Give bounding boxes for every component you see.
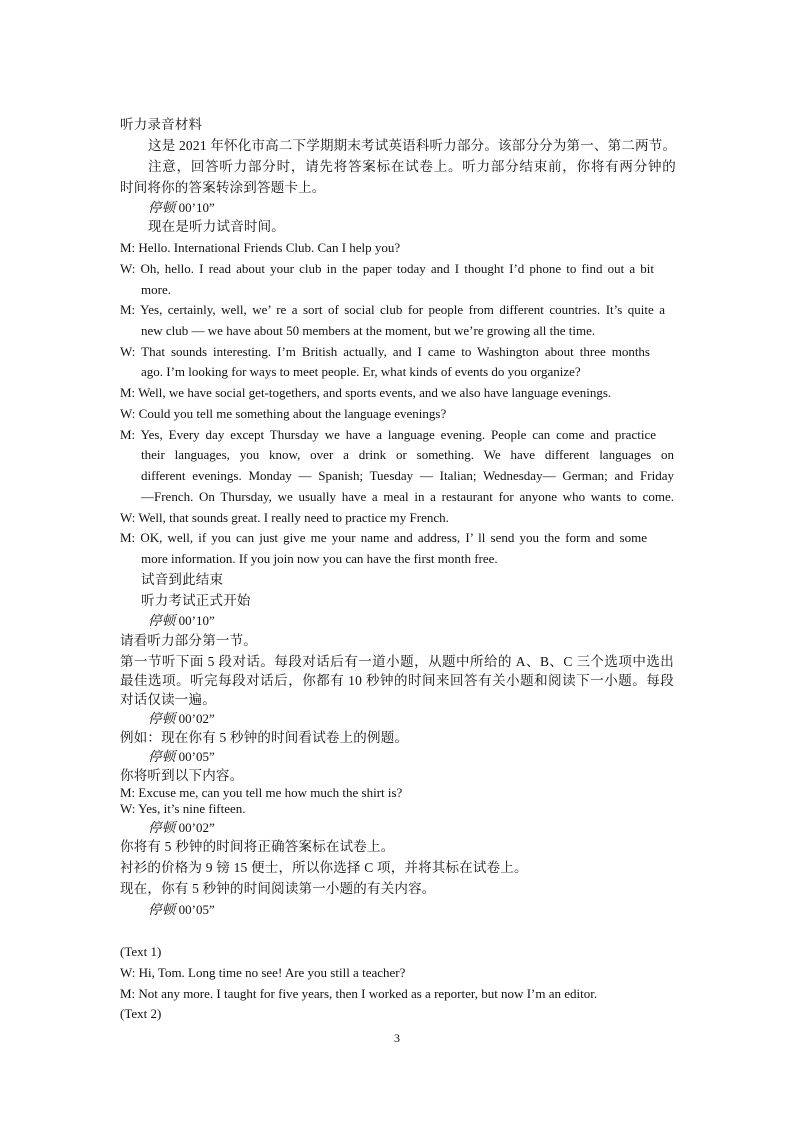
dialogue-line: M: OK, well, if you can just give me your name and address, I’ ll send you the form and some bbox=[120, 530, 647, 545]
example-line: 你将有 5 秒钟的时间将正确答案标在试卷上。 bbox=[120, 839, 395, 854]
dialogue-line: more information. If you join now you can have the first month free. bbox=[141, 551, 498, 566]
intro-line-3: 时间将你的答案转涂到答题卡上。 bbox=[120, 180, 326, 195]
dialogue-line: W: Could you tell me something about the language evenings? bbox=[120, 406, 447, 421]
exam-start: 听力考试正式开始 bbox=[141, 593, 251, 608]
pause-line: 停顿 00’02” bbox=[148, 711, 215, 726]
pause-line: 停顿 00’05” bbox=[148, 902, 215, 917]
example-line: 衬衫的价格为 9 镑 15 便士，所以你选择 C 项，并将其标在试卷上。 bbox=[120, 860, 528, 875]
dialogue-line: different evenings. Monday — Spanish; Tuesday — Italian; Wednesday— German; and Friday bbox=[141, 468, 674, 483]
instruction-line: 第一节听下面 5 段对话。每段对话后有一道小题，从题中所给的 A、B、C 三个选项中选出 bbox=[120, 654, 674, 669]
dialogue-line: M: Yes, Every day except Thursday we have a language evening. People can come and practice bbox=[120, 427, 656, 442]
dialogue-line: M: Yes, certainly, well, we’ re a sort of social club for people from different countries. It’s quite a bbox=[120, 302, 665, 317]
example-line: 现在，你有 5 秒钟的时间阅读第一小题的有关内容。 bbox=[120, 881, 436, 896]
trial-start: 现在是听力试音时间。 bbox=[148, 219, 285, 234]
dialogue-line: ago. I’m looking for ways to meet people. Er, what kinds of events do you organize? bbox=[141, 364, 581, 379]
dialogue-line: —French. On Thursday, we usually have a meal in a restaurant for anyone who wants to come. bbox=[141, 489, 674, 504]
dialogue-line: M: Not any more. I taught for five years, then I worked as a reporter, but now I’m an editor. bbox=[120, 986, 598, 1001]
pause-line: 停顿 00’05” bbox=[148, 749, 215, 764]
doc-title: 听力录音材料 bbox=[120, 117, 203, 132]
pause-line: 停顿 00’10” bbox=[148, 613, 215, 628]
trial-end: 试音到此结束 bbox=[141, 572, 224, 587]
example-line: 例如：现在你有 5 秒钟的时间看试卷上的例题。 bbox=[120, 730, 409, 745]
pause-line: 停顿 00’10” bbox=[148, 200, 215, 215]
text-heading: (Text 2) bbox=[120, 1006, 162, 1021]
dialogue-line: new club — we have about 50 members at the moment, but we’re growing all the time. bbox=[141, 323, 596, 338]
dialogue-line: W: Yes, it’s nine fifteen. bbox=[120, 801, 246, 816]
dialogue-line: M: Well, we have social get-togethers, and sports events, and we also have language evenings. bbox=[120, 385, 612, 400]
dialogue-line: W: Well, that sounds great. I really need to practice my French. bbox=[120, 510, 449, 525]
dialogue-line: W: Hi, Tom. Long time no see! Are you still a teacher? bbox=[120, 965, 406, 980]
dialogue-line: M: Hello. International Friends Club. Can I help you? bbox=[120, 240, 401, 255]
text-heading: (Text 1) bbox=[120, 944, 162, 959]
dialogue-line: M: Excuse me, can you tell me how much the shirt is? bbox=[120, 785, 403, 800]
dialogue-line: their languages, you know, over a drink or something. We have different languages on bbox=[141, 447, 674, 462]
page-number: 3 bbox=[394, 1031, 400, 1045]
instruction-line: 最佳选项。听完每段对话后，你都有 10 秒钟的时间来回答有关小题和阅读下一小题。每段 bbox=[120, 673, 674, 688]
pause-line: 停顿 00’02” bbox=[148, 820, 215, 835]
intro-line-2: 注意，回答听力部分时，请先将答案标在试卷上。听力部分结束前，你将有两分钟的 bbox=[148, 159, 676, 174]
intro-line-1: 这是 2021 年怀化市高二下学期期末考试英语科听力部分。该部分分为第一、第二两节。 bbox=[148, 138, 677, 153]
example-line: 你将听到以下内容。 bbox=[120, 768, 244, 783]
dialogue-line: W: That sounds interesting. I’m British actually, and I came to Washington about three months bbox=[120, 344, 650, 359]
section-heading: 请看听力部分第一节。 bbox=[120, 633, 257, 648]
dialogue-line: W: Oh, hello. I read about your club in the paper today and I thought I’d phone to find out a bit bbox=[120, 261, 654, 276]
dialogue-line: more. bbox=[141, 282, 171, 297]
instruction-line: 对话仅读一遍。 bbox=[120, 692, 216, 707]
